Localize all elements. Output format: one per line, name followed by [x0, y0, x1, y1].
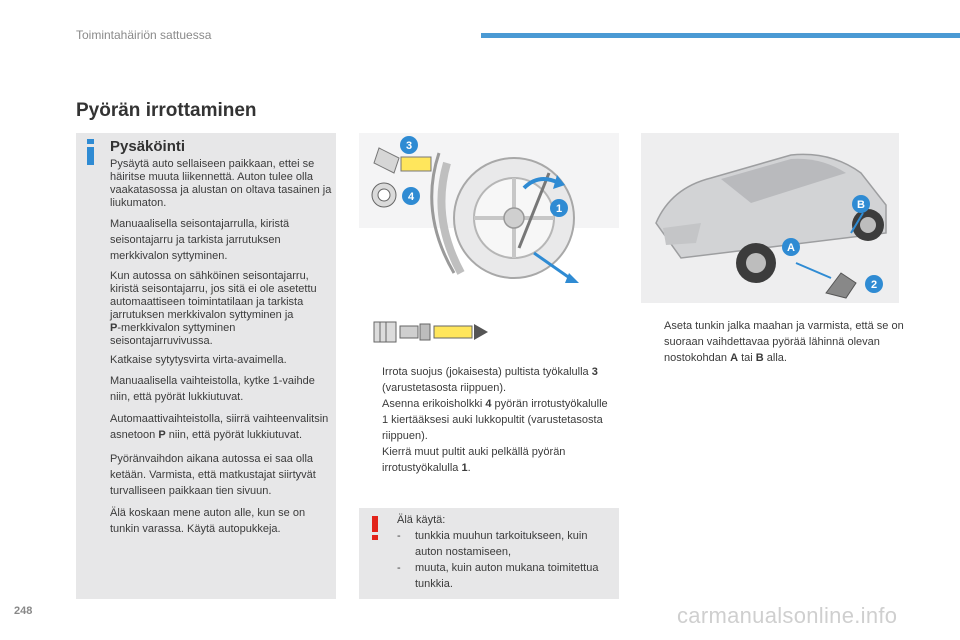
- info-paragraph: Manuaalisella vaihteistolla, kytke 1-vaihde niin, että pyörät lukkiutuvat.: [110, 375, 315, 403]
- info-paragraph: Kun autossa on sähköinen seisontajarru, kiristä seisontajarru, jos sitä ei ole asetettu automaattiseen toimintatilaan ja tarkista jarrutuksen merkkivalon syttyminen ja P-merkkivalon syttyminen seisontajarruvivussa.: [110, 270, 317, 347]
- wheel-bolt-illustration: [359, 133, 619, 283]
- header-bar: [481, 33, 960, 38]
- info-paragraph: Manuaalisella seisontajarrulla, kiristä seisontajarru ja tarkista jarrutuksen merkkivalon syttyminen.: [110, 218, 290, 262]
- callout-3: 3: [405, 140, 413, 152]
- parking-info-box: [76, 133, 336, 599]
- warning-body: [397, 512, 615, 592]
- page-number: 248: [14, 605, 33, 617]
- callout-1: 1: [555, 203, 563, 215]
- page-heading: Pyörän irrottaminen: [76, 100, 257, 121]
- car-jack-illustration: [641, 133, 899, 303]
- warning-intro: Älä käytä:: [397, 514, 446, 526]
- step-item: Kierrä muut pultit auki pelkällä pyörän irrotustyökalulla 1.: [382, 446, 566, 474]
- info-paragraph: Älä koskaan mene auton alle, kun se on tunkin varassa. Käytä autopukkeja.: [110, 507, 306, 535]
- warning-box: [359, 508, 619, 599]
- callout-4: 4: [407, 191, 415, 203]
- warning-item: - tunkkia muuhun tarkoitukseen, kuin auton nostamiseen,: [397, 530, 588, 558]
- watermark: carmanualsonline.info: [677, 603, 898, 628]
- removal-steps: [362, 364, 612, 476]
- warning-icon: [371, 516, 379, 540]
- warning-item: - muuta, kuin auton mukana toimitettua tunkkia.: [397, 562, 599, 590]
- section-title: Toimintahäiriön sattuessa: [76, 28, 212, 42]
- info-paragraph: Automaattivaihteistolla, siirrä vaihteenvalitsin asnetoon P niin, että pyörät lukkiutuvat.: [110, 413, 329, 441]
- tool-strip-illustration: [372, 314, 492, 350]
- info-title: Pysäköinti: [110, 138, 186, 155]
- step-item: Asenna erikoisholkki 4 pyörän irrotustyökalulle 1 kiertääksesi auki lukkopultit (varustetasosta riippuen).: [382, 398, 608, 442]
- callout-2: 2: [870, 279, 878, 291]
- info-paragraph: Pyöränvaihdon aikana autossa ei saa olla ketään. Varmista, että matkustajat siirtyvät turvalliseen paikkaan tien sivuun.: [110, 453, 316, 497]
- callout-a: A: [787, 242, 795, 254]
- callout-b: B: [857, 199, 865, 211]
- info-paragraph: Katkaise sytytysvirta virta-avaimella.: [110, 354, 287, 366]
- step-item: Irrota suojus (jokaisesta) pultista työkalulla 3 (varustetasosta riippuen).: [382, 366, 598, 394]
- info-icon: [86, 139, 96, 165]
- jack-step: Aseta tunkin jalka maahan ja varmista, että se on suoraan vaihdettavaa pyörää lähinnä olevan nostokohdan A tai B alla.: [664, 320, 904, 364]
- info-paragraph: Pysäytä auto sellaiseen paikkaan, ettei se häiritse muuta liikennettä. Auton tulee olla vaakatasossa ja alustan on oltava tasainen ja liukumaton.: [110, 158, 332, 209]
- info-body: [110, 158, 332, 543]
